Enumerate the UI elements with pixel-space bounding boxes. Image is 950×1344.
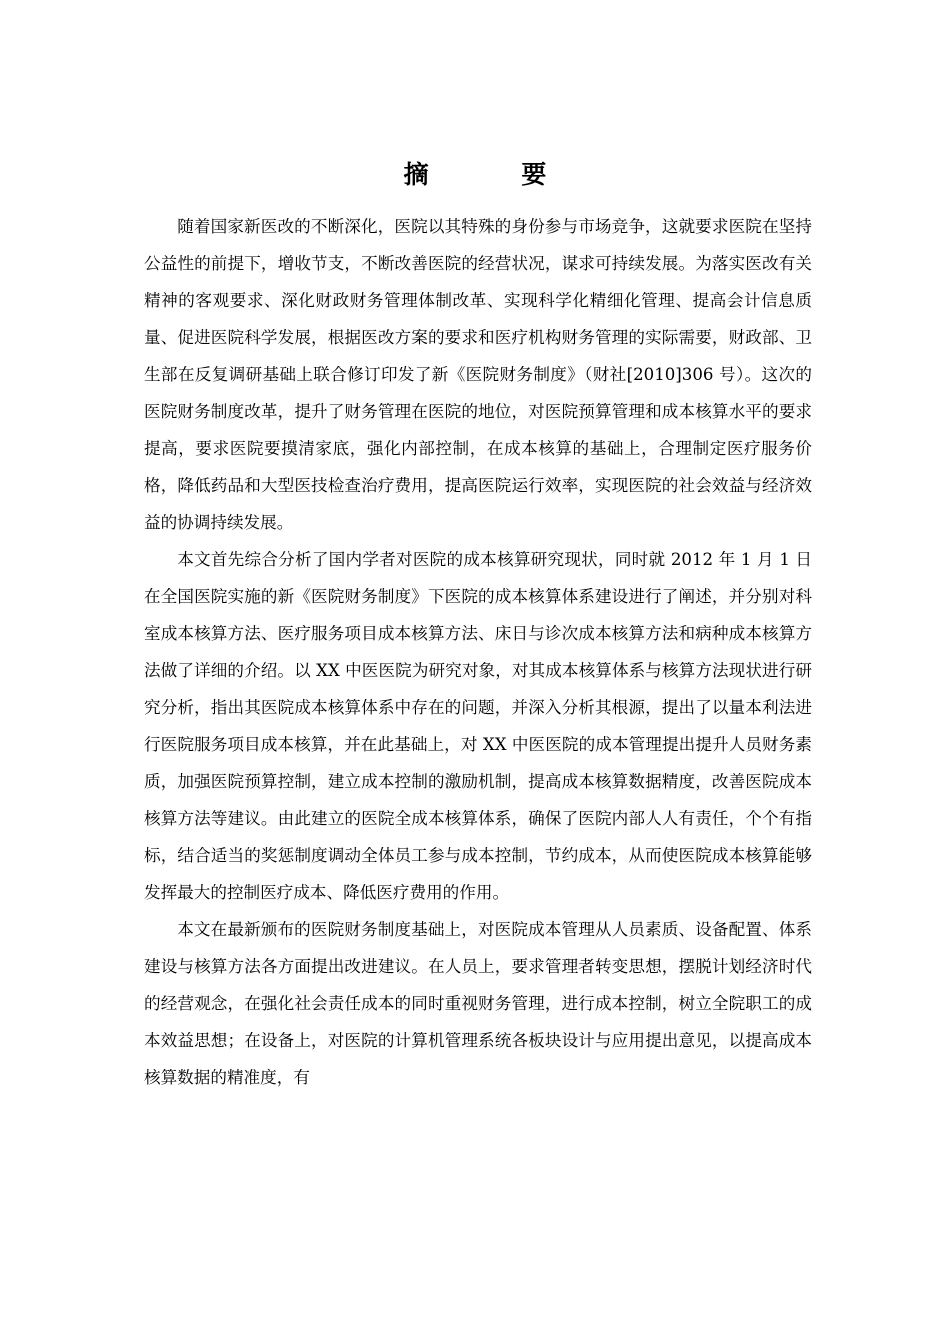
paragraph-3: 本文在最新颁布的医院财务制度基础上，对医院成本管理从人员素质、设备配置、体系建设与核算方法各方面提出改进建议。在人员上，要求管理者转变思想，摆脱计划经济时代的经营观念，在强化社会责任成本的同时重视财务管理，进行成本控制，树立全院职工的成本效益思想；在设备上，对医院的计算机管理系统各板块设计与应用提出意见，以提高成本核算数据的精准度，有 xyxy=(144,920,812,1087)
paragraph-2: 本文首先综合分析了国内学者对医院的成本核算研究现状，同时就 2012 年 1 月 1 日在全国医院实施的新《医院财务制度》下医院的成本核算体系建设进行了阐述，并分别对科室成本核算方法、医疗服务项目成本核算方法、床日与诊次成本核算方法和病种成本核算方法做了详细的介绍。以 XX 中医医院为研究对象，对其成本核算体系与核算方法现状进行研究分析，指出其医院成本核算体系中存在的问题，并深入分析其根源，提出了以量本利法进行医院服务项目成本核算，并在此基础上，对 XX 中医医院的成本管理提出提升人员财务素质，加强医院预算控制，建立成本控制的激励机制，提高成本核算数据精度，改善医院成本核算方法等建议。由此建立的医院全成本核算体系，确保了医院内部人人有责任，个个有指标，结合适当的奖惩制度调动全体员工参与成本控制，节约成本，从而使医院成本核算能够发挥最大的控制医疗成本、降低医疗费用的作用。 xyxy=(144,550,812,902)
abstract-body xyxy=(144,208,812,1096)
paragraph-1: 随着国家新医改的不断深化，医院以其特殊的身份参与市场竞争，这就要求医院在坚持公益性的前提下，增收节支，不断改善医院的经营状况，谋求可持续发展。为落实医改有关精神的客观要求、深化财政财务管理体制改革、实现科学化精细化管理、提高会计信息质量、促进医院科学发展，根据医改方案的要求和医疗机构财务管理的实际需要，财政部、卫生部在反复调研基础上联合修订印发了新《医院财务制度》（财社[2010]306 号）。这次的医院财务制度改革，提升了财务管理在医院的地位，对医院预算管理和成本核算水平的要求提高，要求医院要摸清家底，强化内部控制，在成本核算的基础上，合理制定医疗服务价格，降低药品和大型医技检查治疗费用，提高医院运行效率，实现医院的社会效益与经济效益的协调持续发展。 xyxy=(144,217,812,532)
abstract-title: 摘 要 xyxy=(403,160,589,189)
